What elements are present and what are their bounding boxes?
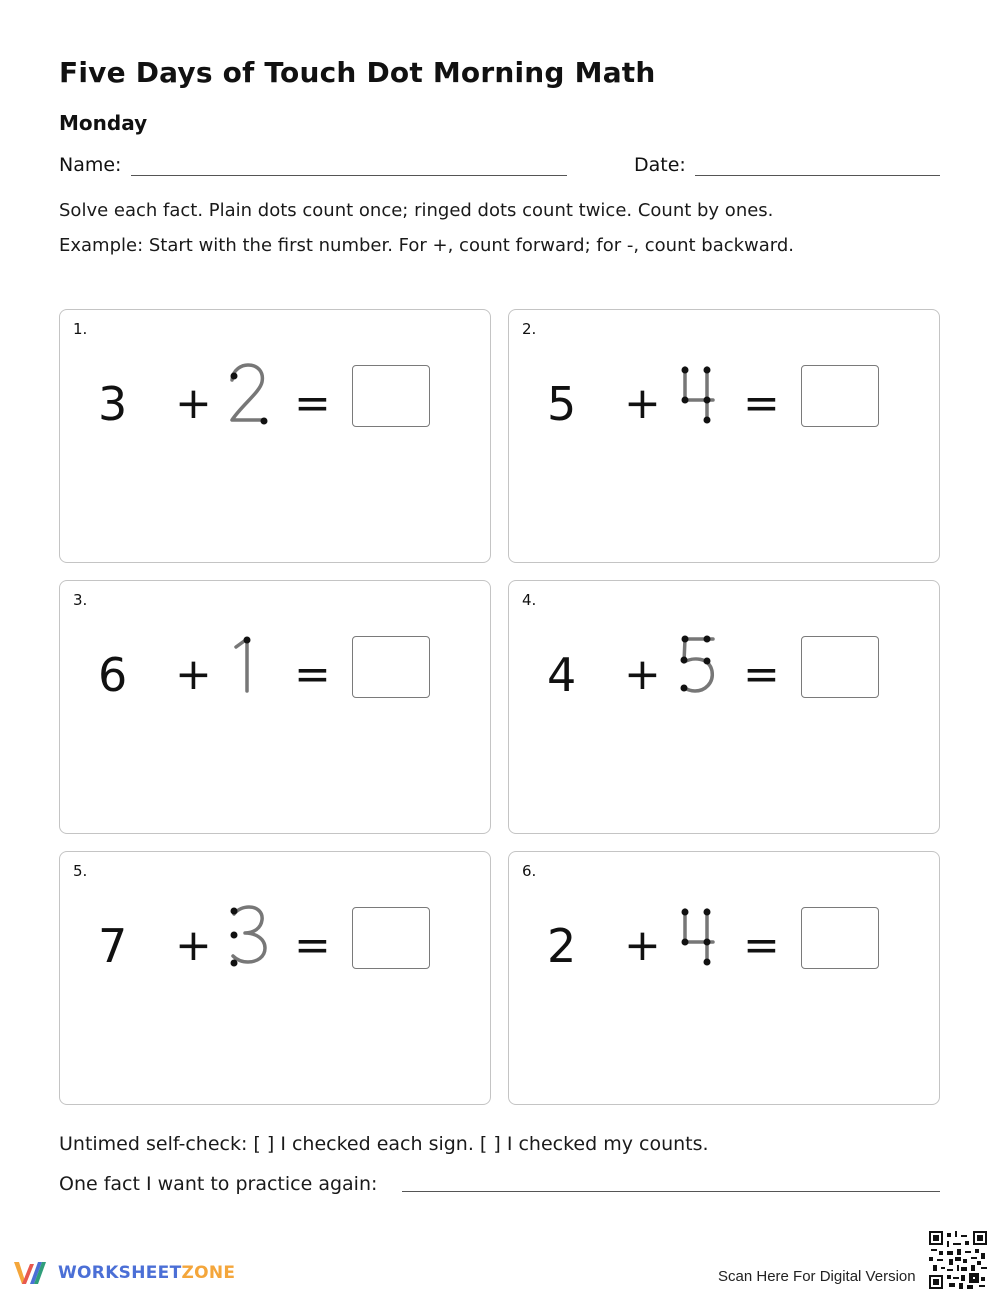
- plus-sign: +: [624, 920, 661, 971]
- problem-card: [59, 851, 491, 1105]
- answer-box[interactable]: [352, 365, 430, 427]
- logo-text-part1: WORKSHEET: [58, 1263, 182, 1283]
- touch-dot: [704, 658, 711, 665]
- day-heading: Monday: [59, 111, 148, 135]
- touch-dot: [231, 908, 238, 915]
- touch-dot-digit-5: [669, 631, 729, 701]
- touch-dot: [681, 657, 688, 664]
- touch-dot: [682, 939, 689, 946]
- self-check-text: Untimed self-check: [ ] I checked each sign. [ ] I checked my counts.: [59, 1133, 709, 1155]
- touch-dot: [704, 417, 711, 424]
- touch-dot-digit-3: [220, 902, 280, 972]
- touch-dot: [704, 397, 711, 404]
- problem-number: 5.: [73, 862, 88, 880]
- date-field[interactable]: [695, 175, 940, 176]
- worksheetzone-logo: [12, 1258, 235, 1288]
- equals-sign: =: [294, 649, 331, 700]
- problem-card: [508, 309, 940, 563]
- practice-label: One fact I want to practice again:: [59, 1173, 378, 1195]
- qr-code-icon[interactable]: [929, 1231, 987, 1289]
- problem-number: 1.: [73, 320, 88, 338]
- scan-caption: Scan Here For Digital Version: [718, 1268, 916, 1285]
- answer-box[interactable]: [352, 907, 430, 969]
- logo-text-part2: ZONE: [181, 1263, 236, 1283]
- touch-dot-digit-4: [669, 902, 729, 972]
- first-addend: 2: [547, 919, 577, 973]
- page-title: Five Days of Touch Dot Morning Math: [59, 56, 656, 89]
- instructions-line-1: Solve each fact. Plain dots count once; ringed dots count twice. Count by ones.: [59, 200, 774, 221]
- touch-dot: [244, 637, 251, 644]
- first-addend: 5: [547, 377, 577, 431]
- name-label: Name:: [59, 154, 122, 176]
- first-addend: 4: [547, 648, 577, 702]
- answer-box[interactable]: [801, 907, 879, 969]
- equals-sign: =: [294, 378, 331, 429]
- touch-dot: [682, 909, 689, 916]
- plus-sign: +: [624, 649, 661, 700]
- touch-dot: [681, 685, 688, 692]
- equals-sign: =: [743, 920, 780, 971]
- touch-dot: [261, 418, 268, 425]
- touch-dot: [704, 367, 711, 374]
- touch-dot: [682, 636, 689, 643]
- problem-number: 3.: [73, 591, 88, 609]
- touch-dot: [682, 367, 689, 374]
- equals-sign: =: [294, 920, 331, 971]
- touch-dot: [704, 909, 711, 916]
- touch-dot-digit-2: [220, 360, 280, 430]
- equals-sign: =: [743, 378, 780, 429]
- problem-card: [59, 580, 491, 834]
- plus-sign: +: [175, 378, 212, 429]
- touch-dot-digit-1: [220, 631, 280, 701]
- problem-card: [508, 851, 940, 1105]
- plus-sign: +: [624, 378, 661, 429]
- touch-dot: [682, 397, 689, 404]
- date-label: Date:: [634, 154, 686, 176]
- touch-dot-digit-4: [669, 360, 729, 430]
- answer-box[interactable]: [352, 636, 430, 698]
- problem-card: [59, 309, 491, 563]
- touch-dot: [231, 932, 238, 939]
- touch-dot: [704, 939, 711, 946]
- first-addend: 3: [98, 377, 128, 431]
- instructions-line-2: Example: Start with the first number. For +, count forward; for -, count backward.: [59, 235, 795, 256]
- practice-field[interactable]: [402, 1191, 940, 1192]
- answer-box[interactable]: [801, 365, 879, 427]
- logo-mark-icon: [12, 1258, 52, 1288]
- plus-sign: +: [175, 920, 212, 971]
- touch-dot: [231, 373, 238, 380]
- problem-number: 2.: [522, 320, 537, 338]
- touch-dot: [704, 636, 711, 643]
- equals-sign: =: [743, 649, 780, 700]
- problem-card: [508, 580, 940, 834]
- answer-box[interactable]: [801, 636, 879, 698]
- first-addend: 6: [98, 648, 128, 702]
- problem-number: 4.: [522, 591, 537, 609]
- problem-number: 6.: [522, 862, 537, 880]
- touch-dot: [231, 960, 238, 967]
- first-addend: 7: [98, 919, 128, 973]
- touch-dot: [704, 959, 711, 966]
- plus-sign: +: [175, 649, 212, 700]
- name-field[interactable]: [131, 175, 567, 176]
